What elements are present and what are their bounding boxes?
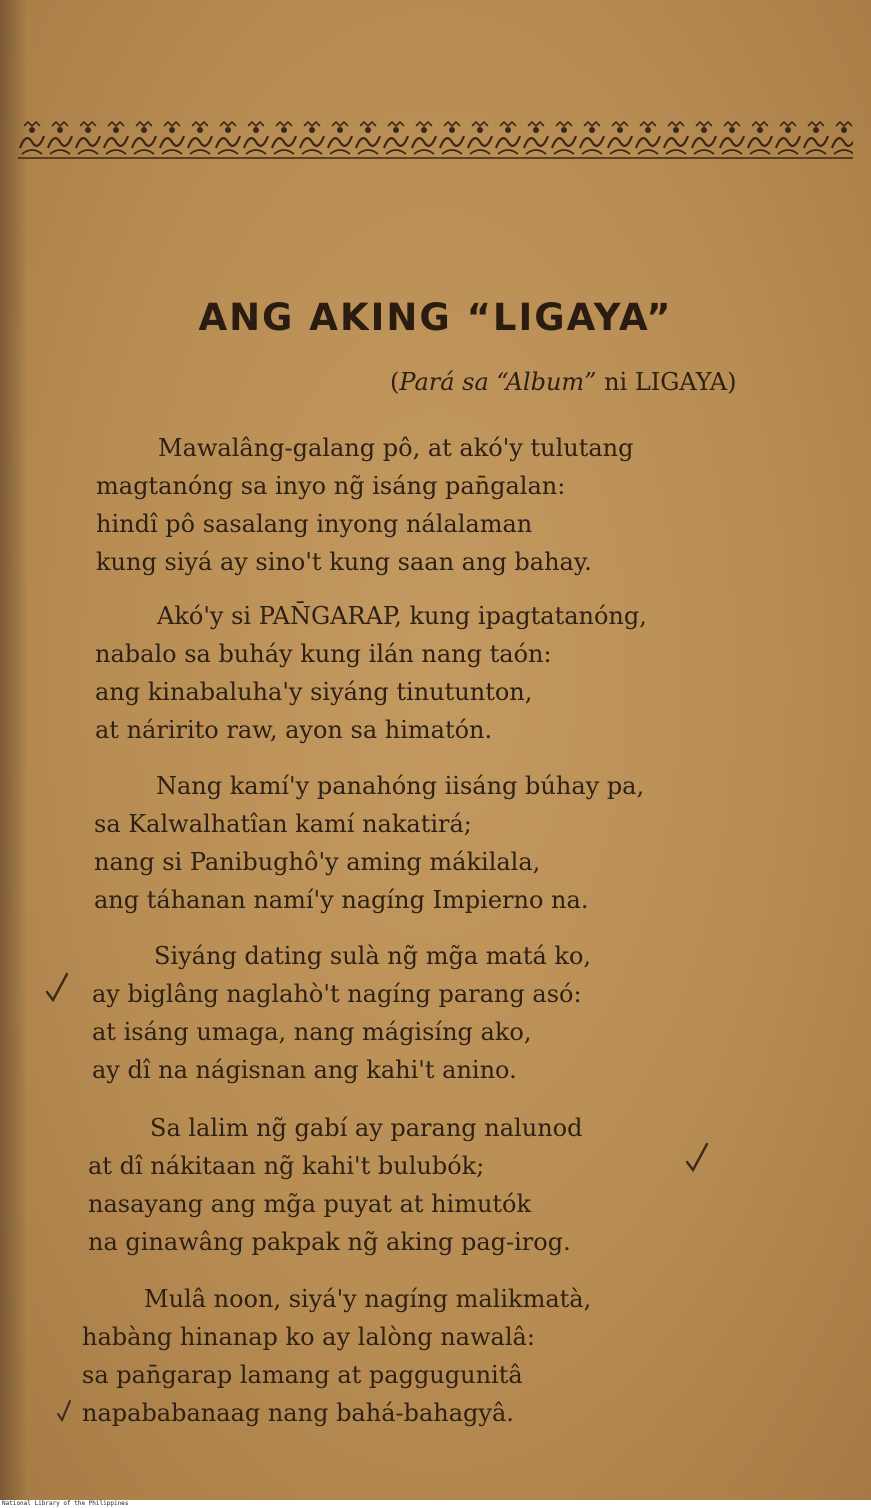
stanza-4 [92, 937, 591, 1089]
stanza-line: ang kinabaluha'y siyáng tinutunton, [95, 678, 533, 706]
stanza-6 [82, 1280, 591, 1432]
stanza-line: napababanaag nang bahá-bahagyâ. [82, 1399, 514, 1427]
stanza-line: Mulâ noon, siyá'y nagíng malikmatà, [144, 1285, 592, 1313]
stanza-line: Siyáng dating sulà ng̃ mg̃a matá ko, [154, 942, 592, 970]
stanza-line: at dî nákitaan ng̃ kahi't bulubók; [88, 1152, 485, 1180]
page-binding-shadow [0, 0, 28, 1500]
stanza-1 [96, 429, 634, 581]
stanza-2 [95, 597, 647, 749]
stanza-line: Akó'y si PAN̄GARAP, kung ipagtatanóng, [157, 602, 647, 630]
stanza-line: nasayang ang mg̃a puyat at himutók [88, 1190, 532, 1218]
stanza-line: nabalo sa buháy kung ilán nang taón: [95, 640, 552, 668]
stanza-line: Mawalâng-galang pô, at akó'y tulutang [158, 434, 634, 462]
stanza-line: ay biglâng naglahò't nagíng parang asó: [92, 980, 582, 1008]
stanza-3 [94, 767, 644, 919]
poem-subtitle [390, 368, 736, 396]
handwritten-checkmark-icon [56, 1398, 72, 1424]
stanza-line: sa pan̄garap lamang at paggugunitâ [82, 1361, 523, 1389]
stanza-line: nang si Panibughô'y aming mákilala, [94, 848, 541, 876]
scan-credit: National Library of the Philippines [0, 1500, 871, 1508]
stanza-line: habàng hinanap ko ay lalòng nawalâ: [82, 1323, 535, 1351]
stanza-line: hindî pô sasalang inyong nálalaman [96, 510, 533, 538]
stanza-line: magtanóng sa inyo ng̃ isáng pan̄galan: [96, 472, 566, 500]
stanza-line: kung siyá ay sino't kung saan ang bahay. [96, 548, 592, 576]
stanza-line: na ginawâng pakpak ng̃ aking pag-irog. [88, 1228, 571, 1256]
decorative-border-ornament [18, 118, 853, 160]
stanza-line: Nang kamí'y panahóng iisáng búhay pa, [156, 772, 645, 800]
handwritten-checkmark-icon [44, 970, 70, 1004]
subtitle-open-paren: ( [390, 368, 400, 396]
subtitle-recipient: ni LIGAYA) [596, 368, 737, 396]
stanza-line: Sa lalim ng̃ gabí ay parang nalunod [150, 1114, 583, 1142]
poem-title: ANG AKING “LIGAYA” [198, 296, 673, 339]
stanza-line: at náririto raw, ayon sa himatón. [95, 716, 493, 744]
handwritten-checkmark-icon [684, 1140, 710, 1174]
stanza-5 [88, 1109, 582, 1261]
stanza-line: ay dî na nágisnan ang kahi't anino. [92, 1056, 517, 1084]
stanza-line: sa Kalwalhatîan kamí nakatirá; [94, 810, 472, 838]
subtitle-dedication: Pará sa “Album” [399, 368, 597, 396]
stanza-line: at isáng umaga, nang mágisíng ako, [92, 1018, 532, 1046]
stanza-line: ang táhanan namí'y nagíng Impierno na. [94, 886, 589, 914]
